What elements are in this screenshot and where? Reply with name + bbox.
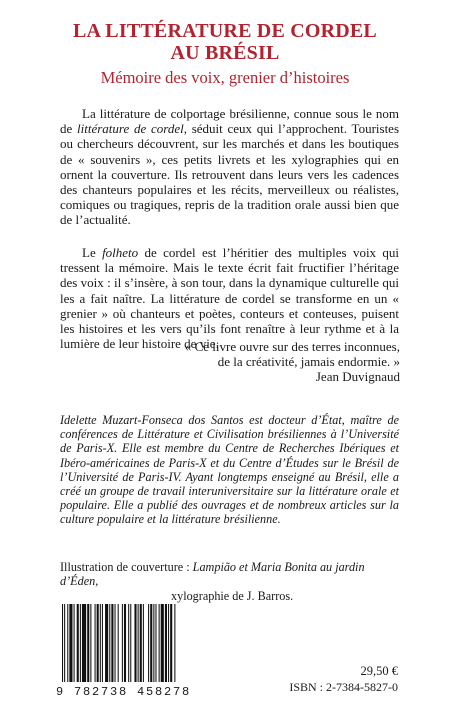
description-paragraph-2 xyxy=(60,245,399,351)
para2-emphasis: folheto xyxy=(102,245,139,260)
quote-line-2: de la créativité, jamais endormie. » xyxy=(217,354,400,370)
para2-text-a: Le xyxy=(82,245,103,260)
author-bio: Idelette Muzart-Fonseca dos Santos est docteur d’État, maître de conférences de Littérature et Civilisation brésiliennes à l’Université de Paris-X. Elle est membre du Centre de Recherches Ibériques et Ibéro-américaines de Paris-X et du Centre d’Études sur le Brésil de l’Université de Paris-IV. Ayant longtemps enseigné au Brésil, elle a créé un groupe de travail interuniversitaire sur la littérature orale et populaire. Elle a publié des ouvrages et de nombreux articles sur la culture populaire et la littérature brésilienne. xyxy=(60,413,399,527)
isbn: ISBN : 2-7384-5827-0 xyxy=(289,680,398,694)
description-paragraph-1 xyxy=(60,106,399,228)
quote-author: Jean Duvignaud xyxy=(315,369,400,385)
barcode-digits: 9 782738 458278 xyxy=(56,685,192,699)
barcode xyxy=(56,604,206,700)
subtitle: Mémoire des voix, grenier d’histoires xyxy=(100,68,350,87)
credit-suffix: , xyxy=(95,574,99,589)
para1-text-c: , séduit ceux qui l’approchent. Touristes ou chercheurs découvrent, sur les marchés et dans les boutiques de « souvenirs », ces petits livrets et les xylographies qui en ornent la couverture. Ils retrouvent dans leurs vers les cadences des chanteurs populaires et les récits, merveilleux ou réalistes, comiques ou tragiques, repris de la tradition orale aussi bien que de l’actualité. xyxy=(60,121,400,228)
barcode-icon xyxy=(60,604,202,684)
blurb-quote xyxy=(80,339,400,385)
para1-text-a: La littérature de colportage brésilienne, connue sous le nom de xyxy=(60,106,399,137)
credit-line-2: xylographie de J. Barros. xyxy=(171,588,294,603)
price: 29,50 € xyxy=(360,664,398,678)
para2-text-c: de cordel est l’héritier des multiples voix qui tressent la mémoire. Mais le texte écrit fait fructifier l’héritage des voix : il s’insère, à son tour, dans la dynamique culturelle qui les a fait naître. La littérature de cordel se transforme en un « grenier » où chanteurs et poètes, conteurs et conteuses, puisent les histoires et les vers qu’ils font renaître à leur rythme et à la lumière de leur histoire de vie. xyxy=(60,245,400,352)
title-line-1: LA LITTÉRATURE DE CORDEL xyxy=(73,20,377,42)
credit-prefix: Illustration de couverture : xyxy=(60,560,193,574)
title-line-2: AU BRÉSIL xyxy=(170,42,280,64)
quote-line-1: « Ce livre ouvre sur des terres inconnues, xyxy=(184,339,400,354)
para1-emphasis: littérature de cordel xyxy=(77,121,184,137)
credit-caption: Lampião et Maria Bonita au jardin d’Éden xyxy=(60,560,365,589)
cover-credit xyxy=(60,560,399,603)
